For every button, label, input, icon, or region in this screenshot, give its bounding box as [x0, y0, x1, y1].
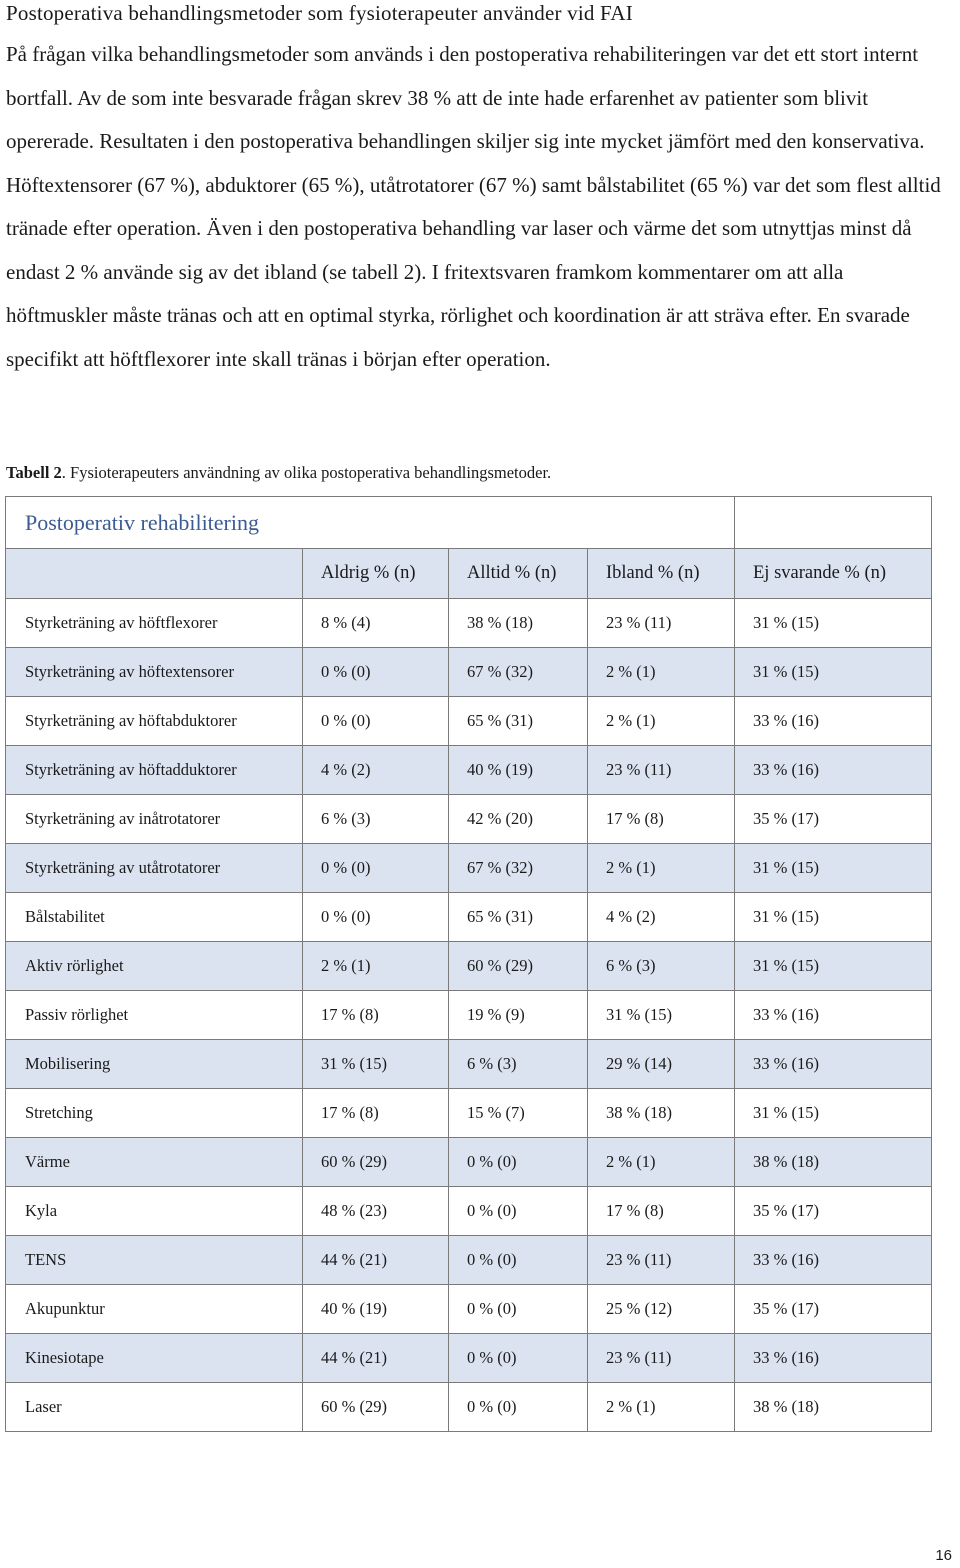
table-row [6, 1040, 932, 1089]
table-row [6, 1187, 932, 1236]
results-table [5, 496, 932, 1432]
table-cell: 23 % (11) [588, 1236, 735, 1285]
table-cell: 67 % (32) [449, 844, 588, 893]
table-cell: 35 % (17) [735, 795, 932, 844]
table-cell: 0 % (0) [303, 697, 449, 746]
table-cell: 0 % (0) [303, 648, 449, 697]
table-cell: 65 % (31) [449, 697, 588, 746]
row-label: Styrketräning av höftflexorer [6, 599, 303, 648]
table-cell: 2 % (1) [588, 648, 735, 697]
table-cell: 38 % (18) [449, 599, 588, 648]
column-header: Aldrig % (n) [303, 549, 449, 599]
table-cell: 0 % (0) [449, 1285, 588, 1334]
table-cell: 31 % (15) [735, 599, 932, 648]
row-label: Styrketräning av höftabduktorer [6, 697, 303, 746]
column-header: Alltid % (n) [449, 549, 588, 599]
section-heading: Postoperativa behandlingsmetoder som fysioterapeuter använder vid FAI [6, 1, 633, 25]
table-cell: 48 % (23) [303, 1187, 449, 1236]
table-cell: 2 % (1) [588, 844, 735, 893]
table-row [6, 1089, 932, 1138]
table-row [6, 1236, 932, 1285]
table-cell: 38 % (18) [588, 1089, 735, 1138]
table-cell: 15 % (7) [449, 1089, 588, 1138]
table-row [6, 991, 932, 1040]
table-title-row [6, 497, 932, 549]
table-cell: 35 % (17) [735, 1285, 932, 1334]
row-label: Bålstabilitet [6, 893, 303, 942]
row-label: Passiv rörlighet [6, 991, 303, 1040]
table-row [6, 1334, 932, 1383]
table-row [6, 697, 932, 746]
table-caption [6, 462, 946, 484]
table-row [6, 795, 932, 844]
header-empty-cell [6, 549, 303, 599]
table-cell: 33 % (16) [735, 991, 932, 1040]
table-cell: 2 % (1) [588, 1383, 735, 1432]
table-cell: 67 % (32) [449, 648, 588, 697]
page-number: 16 [935, 1547, 952, 1564]
row-label: Kinesiotape [6, 1334, 303, 1383]
table-cell: 31 % (15) [735, 893, 932, 942]
table-row [6, 648, 932, 697]
table-cell: 31 % (15) [735, 648, 932, 697]
table-cell: 6 % (3) [588, 942, 735, 991]
table-row [6, 1138, 932, 1187]
row-label: Mobilisering [6, 1040, 303, 1089]
row-label: TENS [6, 1236, 303, 1285]
table-row [6, 942, 932, 991]
table-cell: 31 % (15) [735, 1089, 932, 1138]
table-cell: 23 % (11) [588, 746, 735, 795]
table-cell: 0 % (0) [303, 844, 449, 893]
table-cell: 44 % (21) [303, 1236, 449, 1285]
row-label: Aktiv rörlighet [6, 942, 303, 991]
table-cell: 31 % (15) [303, 1040, 449, 1089]
table-cell: 38 % (18) [735, 1383, 932, 1432]
table-row [6, 599, 932, 648]
table-cell: 65 % (31) [449, 893, 588, 942]
table-cell: 6 % (3) [303, 795, 449, 844]
row-label: Styrketräning av inåtrotatorer [6, 795, 303, 844]
table-row [6, 844, 932, 893]
table-cell: 35 % (17) [735, 1187, 932, 1236]
table-cell: 0 % (0) [303, 893, 449, 942]
table-cell: 60 % (29) [449, 942, 588, 991]
table-row [6, 1285, 932, 1334]
table-cell: 17 % (8) [303, 1089, 449, 1138]
table-cell: 29 % (14) [588, 1040, 735, 1089]
table-row [6, 746, 932, 795]
table-cell: 2 % (1) [303, 942, 449, 991]
caption-text: . Fysioterapeuters användning av olika postoperativa behandlingsmetoder. [61, 463, 552, 482]
table-cell: 40 % (19) [303, 1285, 449, 1334]
table-cell: 25 % (12) [588, 1285, 735, 1334]
body-paragraph: På frågan vilka behandlingsmetoder som används i den postoperativa rehabiliteringen var det ett stort internt bortfall. Av de som inte besvarade frågan skrev 38 % att de inte hade erfarenhet av patienter som blivit opererade. Resultaten i den postoperativa behandlingen skiljer sig inte mycket jämfört med den konservativa. Höftextensorer (67 %), abduktorer (65 %), utåtrotatorer (67 %) samt bålstabilitet (65 %) var det som flest alltid tränade efter operation. Även i den postoperativa behandling var laser och värme det som utnyttjas minst då endast 2 % använde sig av det ibland (se tabell 2). I fritextsvaren framkom kommentarer om att alla höftmuskler måste tränas och att en optimal styrka, rörlighet och koordination är att sträva efter. En svarade specifikt att höftflexorer inte skall tränas i början efter operation. [6, 42, 941, 371]
table-cell: 17 % (8) [303, 991, 449, 1040]
table-cell: 23 % (11) [588, 1334, 735, 1383]
column-header: Ibland % (n) [588, 549, 735, 599]
table-cell: 0 % (0) [449, 1383, 588, 1432]
table-cell: 31 % (15) [735, 844, 932, 893]
table-cell: 33 % (16) [735, 746, 932, 795]
row-label: Akupunktur [6, 1285, 303, 1334]
table-header-row [6, 549, 932, 599]
column-header: Ej svarande % (n) [735, 549, 932, 599]
row-label: Stretching [6, 1089, 303, 1138]
table-cell: 2 % (1) [588, 697, 735, 746]
table-cell: 4 % (2) [588, 893, 735, 942]
table-cell: 4 % (2) [303, 746, 449, 795]
table-cell: 17 % (8) [588, 1187, 735, 1236]
table-cell: 0 % (0) [449, 1236, 588, 1285]
table-cell: 8 % (4) [303, 599, 449, 648]
table-title: Postoperativ rehabilitering [6, 497, 735, 549]
table-cell: 19 % (9) [449, 991, 588, 1040]
table-cell: 60 % (29) [303, 1138, 449, 1187]
row-label: Kyla [6, 1187, 303, 1236]
table-cell: 60 % (29) [303, 1383, 449, 1432]
table-cell: 33 % (16) [735, 697, 932, 746]
row-label: Styrketräning av höftadduktorer [6, 746, 303, 795]
table-cell: 40 % (19) [449, 746, 588, 795]
table-row [6, 1383, 932, 1432]
row-label: Styrketräning av utåtrotatorer [6, 844, 303, 893]
table-title-empty-cell [735, 497, 932, 549]
table-cell: 31 % (15) [588, 991, 735, 1040]
table-cell: 2 % (1) [588, 1138, 735, 1187]
table-cell: 17 % (8) [588, 795, 735, 844]
table-cell: 42 % (20) [449, 795, 588, 844]
table-cell: 33 % (16) [735, 1040, 932, 1089]
table-cell: 38 % (18) [735, 1138, 932, 1187]
table-cell: 44 % (21) [303, 1334, 449, 1383]
table-cell: 6 % (3) [449, 1040, 588, 1089]
caption-label: Tabell 2 [6, 463, 62, 482]
row-label: Värme [6, 1138, 303, 1187]
table-cell: 33 % (16) [735, 1334, 932, 1383]
row-label: Laser [6, 1383, 303, 1432]
table-cell: 0 % (0) [449, 1187, 588, 1236]
table-row [6, 893, 932, 942]
table-cell: 31 % (15) [735, 942, 932, 991]
table-cell: 23 % (11) [588, 599, 735, 648]
table-cell: 0 % (0) [449, 1334, 588, 1383]
table-cell: 33 % (16) [735, 1236, 932, 1285]
row-label: Styrketräning av höftextensorer [6, 648, 303, 697]
table-cell: 0 % (0) [449, 1138, 588, 1187]
